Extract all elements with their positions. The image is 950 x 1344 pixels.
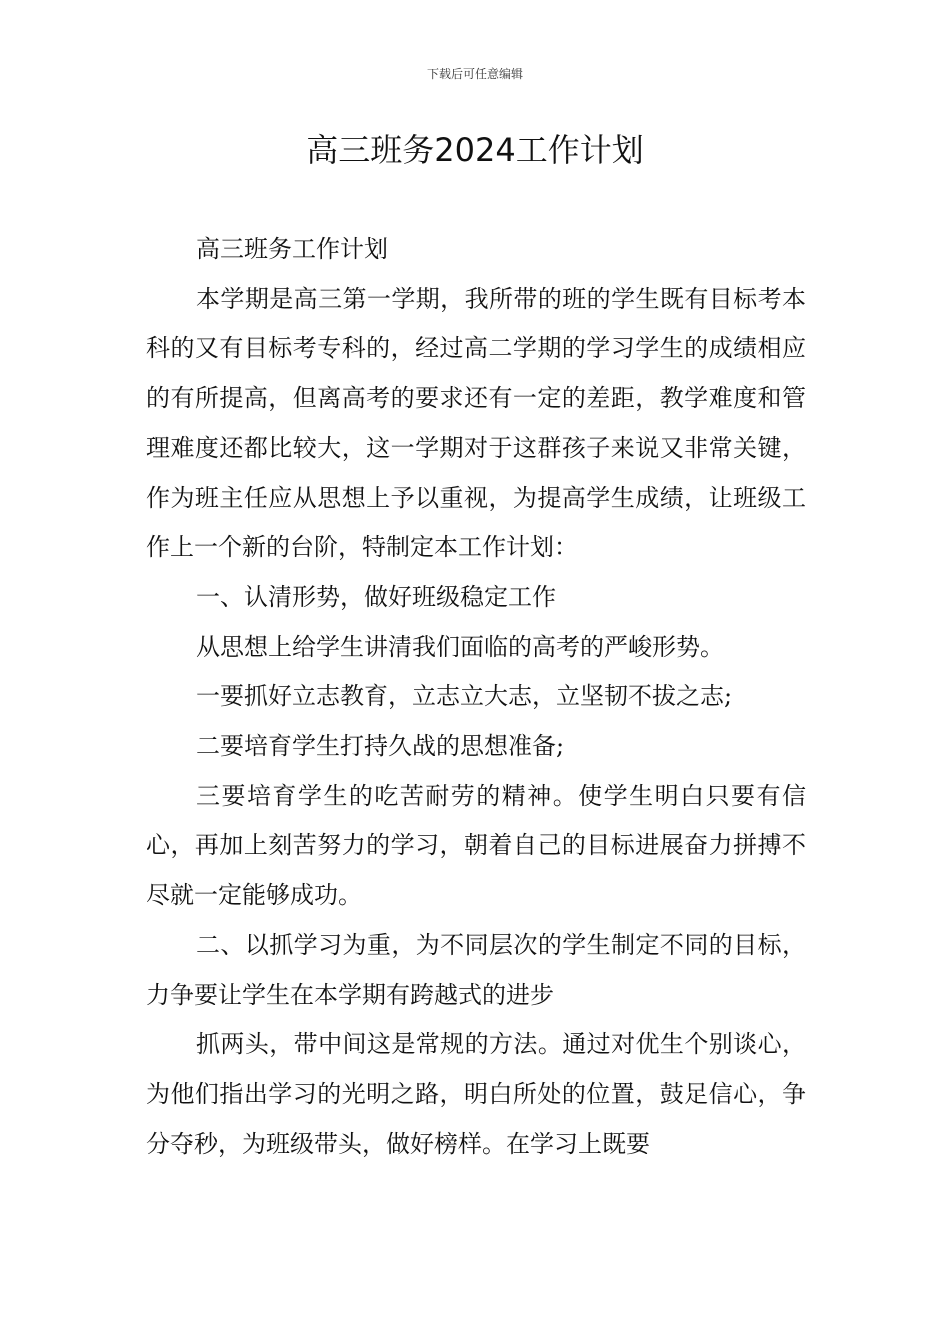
section-heading-2: 二、以抓学习为重，为不同层次的学生制定不同的目标，力争要让学生在本学期有跨越式的进步 <box>146 930 806 1009</box>
paragraph: 抓两头，带中间这是常规的方法。通过对优生个别谈心，为他们指出学习的光明之路，明白所处的位置，鼓足信心，争分夺秒，为班级带头，做好榜样。在学习上既要 <box>146 1030 806 1158</box>
header-note: 下载后可任意编辑 <box>426 67 523 81</box>
paragraph: 三要培育学生的吃苦耐劳的精神。使学生明白只要有信心，再加上刻苦努力的学习，朝着自己的目标进展奋力拼搏不尽就一定能够成功。 <box>146 781 806 910</box>
paragraph-subtitle: 高三班务工作计划 <box>196 235 388 263</box>
document-title: 高三班务2024工作计划 <box>306 131 644 169</box>
paragraph: 从思想上给学生讲清我们面临的高考的严峻形势。 <box>196 632 724 661</box>
paragraph: 二要培育学生打持久战的思想准备; <box>196 732 565 761</box>
paragraph-intro: 本学期是高三第一学期，我所带的班的学生既有目标考本科的又有目标考专科的，经过高二学期的学习学生的成绩相应的有所提高，但离高考的要求还有一定的差距，教学难度和管理难度还都比较大，这一学期对于这群孩子来说又非常关键，作为班主任应从思想上予以重视，为提高学生成绩，让班级工作上一个新的台阶，特制定本工作计划： <box>146 284 806 562</box>
section-heading-1: 一、认清形势，做好班级稳定工作 <box>196 582 556 611</box>
document-body <box>146 225 806 1169</box>
paragraph: 一要抓好立志教育，立志立大志，立坚韧不拔之志; <box>196 682 733 711</box>
